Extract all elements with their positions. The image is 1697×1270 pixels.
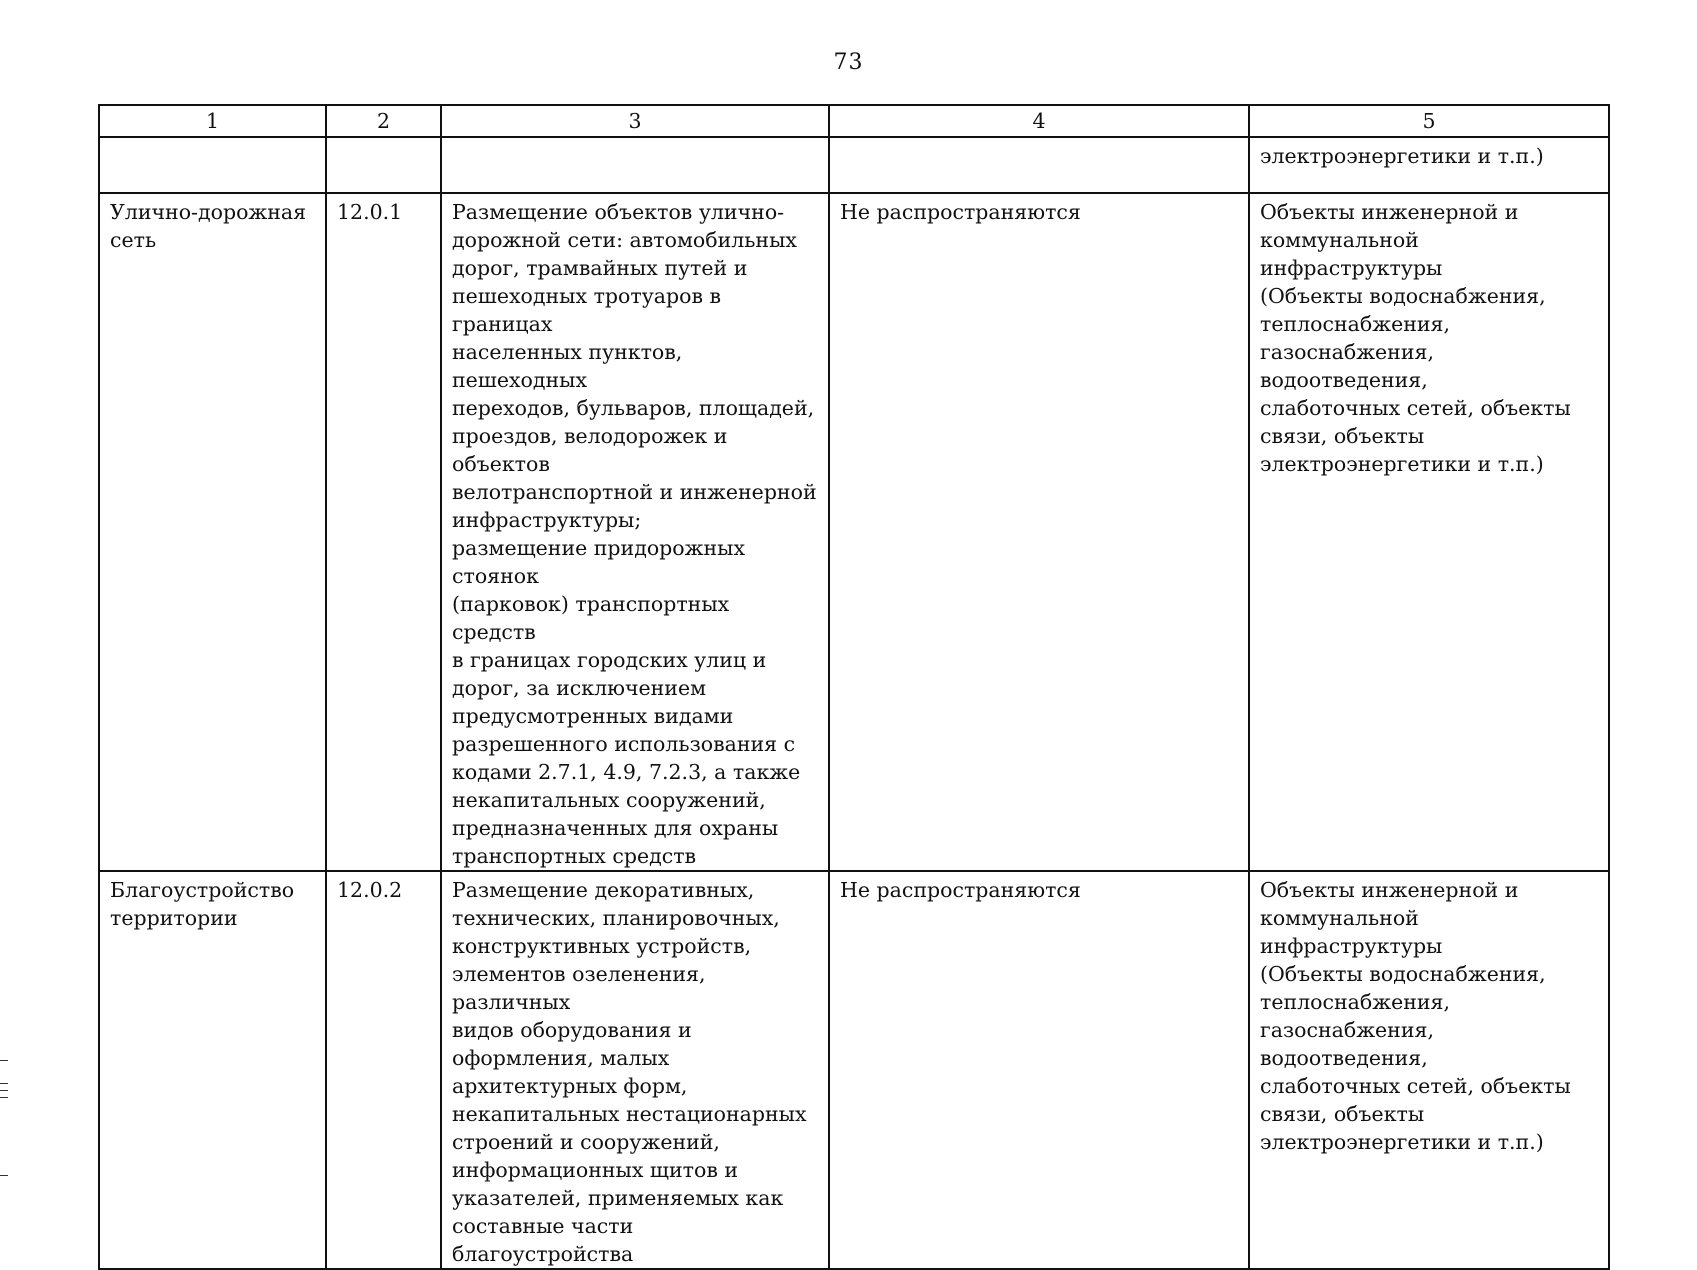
- scan-margin-mark: [0, 1090, 8, 1091]
- scan-margin-mark: [0, 1097, 8, 1098]
- land-use-allowed-objects: Объекты инженерной и коммунальной инфраструктуры (Объекты водоснабжения, теплоснабжения, газоснабжения, водоотведения, слаботочных сетей, объекты связи, объекты электроэнергетики и т.п.): [1249, 871, 1609, 1269]
- land-use-table: [98, 104, 1610, 1270]
- table-header-row: [99, 105, 1609, 137]
- continuation-cell-4: [829, 137, 1249, 193]
- scan-margin-mark: [0, 1175, 8, 1176]
- header-col-3: 3: [441, 105, 829, 137]
- land-use-description: Размещение декоративных, технических, планировочных, конструктивных устройств, элементов озеленения, различных видов оборудования и оформления, малых архитектурных форм, некапитальных нестационарных строений и сооружений, информационных щитов и указателей, применяемых как составные части благоустройства: [441, 871, 829, 1269]
- land-use-code: 12.0.2: [326, 871, 441, 1269]
- land-use-name: Благоустройство территории: [99, 871, 326, 1269]
- continuation-cell-3: [441, 137, 829, 193]
- table-row: [99, 871, 1609, 1269]
- continuation-cell-2: [326, 137, 441, 193]
- continuation-cell-5: электроэнергетики и т.п.): [1249, 137, 1609, 193]
- land-use-description: Размещение объектов улично- дорожной сети: автомобильных дорог, трамвайных путей и пешеходных тротуаров в границах населенных пунктов, пешеходных переходов, бульваров, площадей, проездов, велодорожек и объектов велотранспортной и инженерной инфраструктуры; размещение придорожных стоянок (парковок) транспортных средств в границах городских улиц и дорог, за исключением предусмотренных видами разрешенного использования с кодами 2.7.1, 4.9, 7.2.3, а также некапитальных сооружений, предназначенных для охраны транспортных средств: [441, 193, 829, 871]
- header-col-5: 5: [1249, 105, 1609, 137]
- land-use-allowed-objects: Объекты инженерной и коммунальной инфраструктуры (Объекты водоснабжения, теплоснабжения, газоснабжения, водоотведения, слаботочных сетей, объекты связи, объекты электроэнергетики и т.п.): [1249, 193, 1609, 871]
- table-row: [99, 193, 1609, 871]
- header-col-1: 1: [99, 105, 326, 137]
- land-use-restrictions: Не распространяются: [829, 871, 1249, 1269]
- header-col-4: 4: [829, 105, 1249, 137]
- header-col-2: 2: [326, 105, 441, 137]
- land-use-code: 12.0.1: [326, 193, 441, 871]
- scan-margin-mark: [0, 1083, 8, 1084]
- continuation-cell-1: [99, 137, 326, 193]
- table-row-continuation: [99, 137, 1609, 193]
- land-use-restrictions: Не распространяются: [829, 193, 1249, 871]
- land-use-name: Улично-дорожная сеть: [99, 193, 326, 871]
- page-number: 73: [833, 50, 864, 75]
- scan-margin-mark: [0, 1060, 8, 1061]
